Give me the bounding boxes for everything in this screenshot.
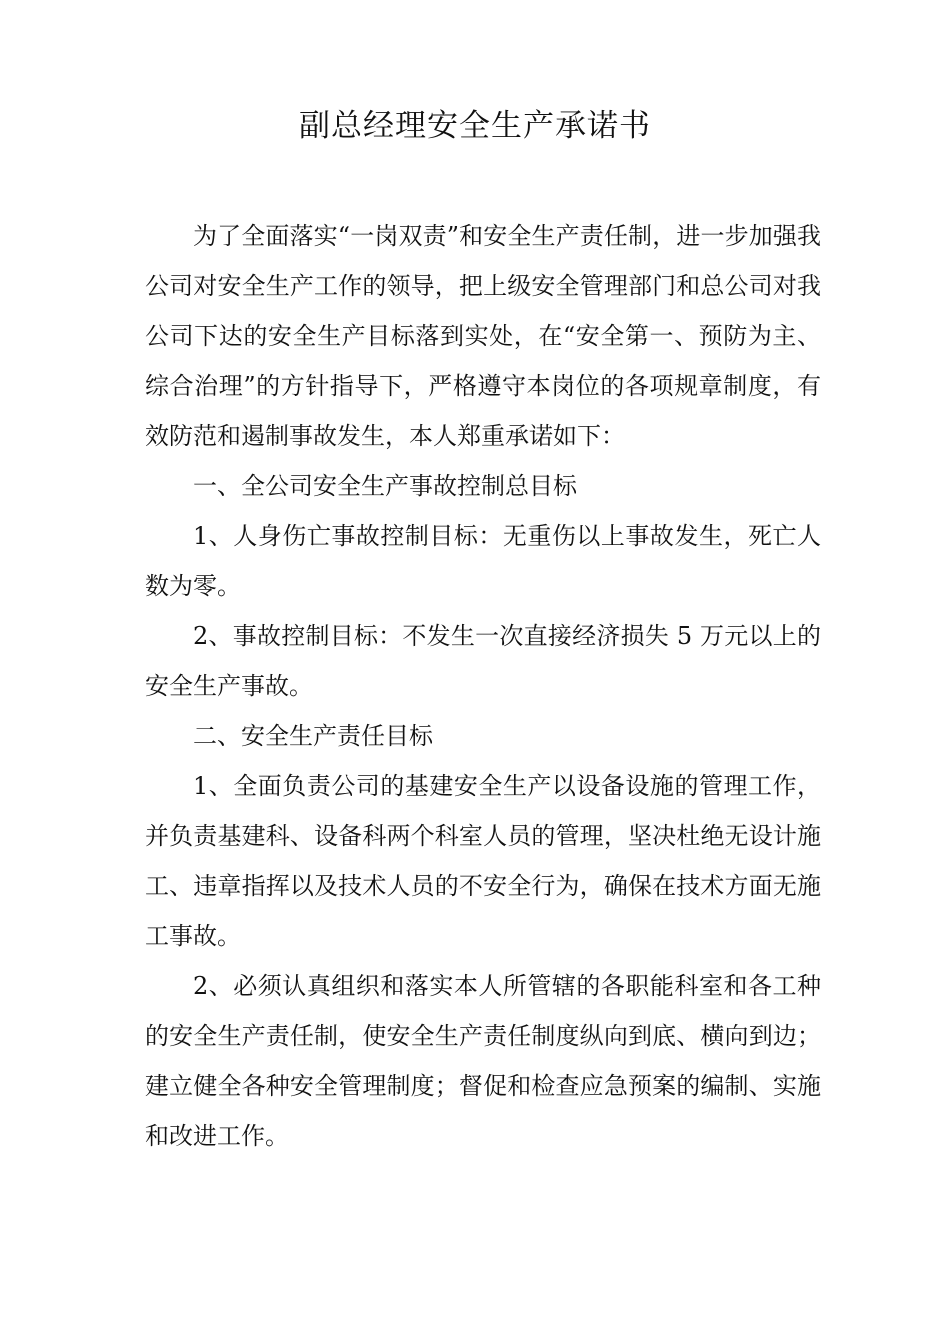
paragraph-item-1-1: 1、人身伤亡事故控制目标：无重伤以上事故发生，死亡人数为零。 [145,522,821,600]
paragraph-item-2-2: 2、必须认真组织和落实本人所管辖的各职能科室和各工种的安全生产责任制，使安全生产责任制度纵向到底、横向到边；建立健全各种安全管理制度；督促和检查应急预案的编制、实施和改进工作。 [145,972,821,1150]
section-heading-1: 一、全公司安全生产事故控制总目标 [193,472,577,500]
document-body [145,211,821,1161]
paragraph-item-2-1: 1、全面负责公司的基建安全生产以设备设施的管理工作，并负责基建科、设备科两个科室人员的管理，坚决杜绝无设计施工、违章指挥以及技术人员的不安全行为，确保在技术方面无施工事故。 [145,772,821,950]
paragraph-intro: 为了全面落实“一岗双责”和安全生产责任制，进一步加强我公司对安全生产工作的领导，把上级安全管理部门和总公司对我公司下达的安全生产目标落到实处，在“安全第一、预防为主、综合治理”的方针指导下，严格遵守本岗位的各项规章制度，有效防范和遏制事故发生，本人郑重承诺如下： [145,222,821,450]
document-title: 副总经理安全生产承诺书 [299,108,651,144]
section-heading-2: 二、安全生产责任目标 [193,722,433,750]
paragraph-item-1-2: 2、事故控制目标：不发生一次直接经济损失 5 万元以上的安全生产事故。 [145,622,821,700]
